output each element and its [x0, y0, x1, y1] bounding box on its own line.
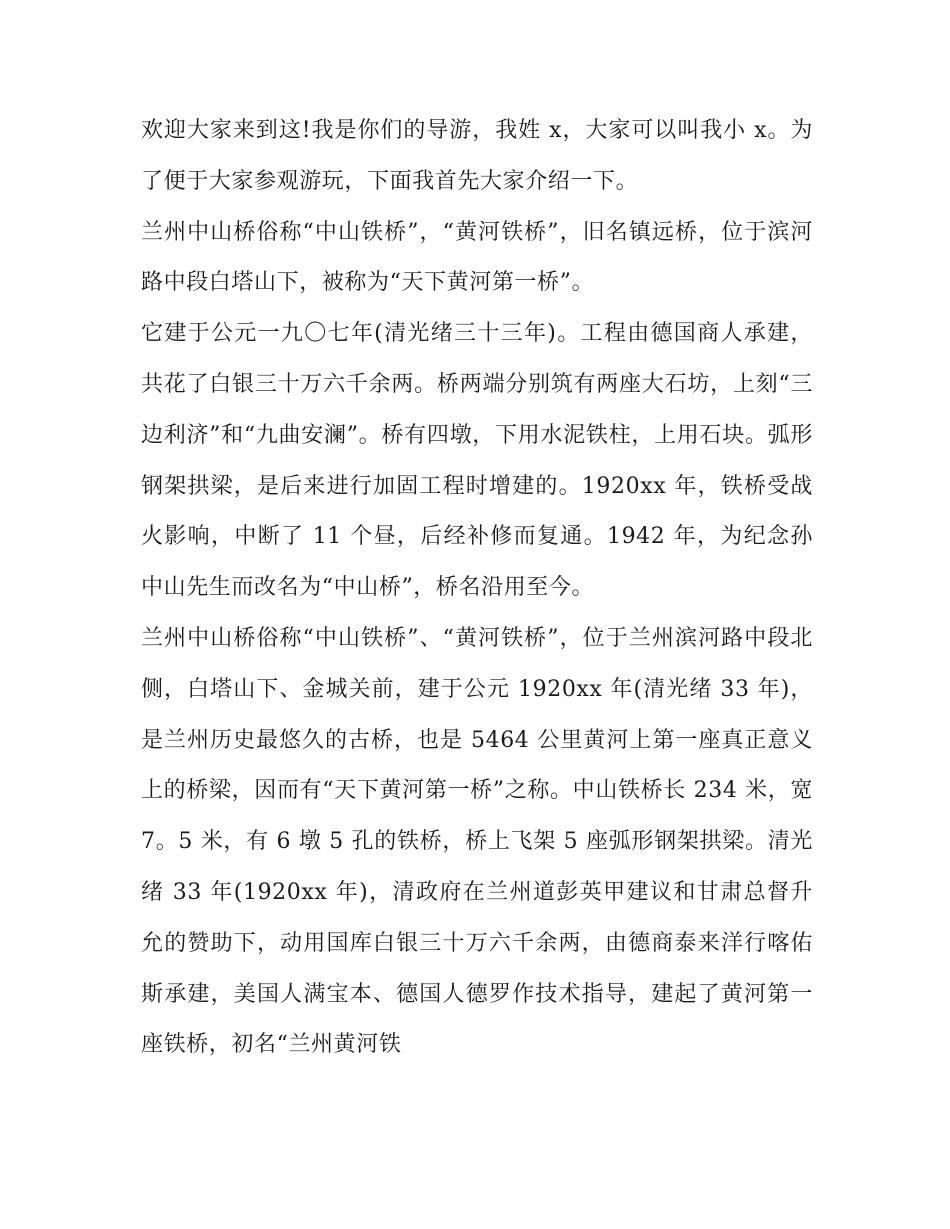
paragraph-bridge-details: 兰州中山桥俗称“中山铁桥”、“黄河铁桥”，位于兰州滨河路中段北侧，白塔山下、金城关前，建于公元 1920xx 年(清光绪 33 年)，是兰州历史最悠久的古桥，也是 5464 公里黄河上第一座真正意义上的桥梁，因而有“天下黄河第一桥”之称。中山铁桥长 234 米，宽 7。5 米，有 6 墩 5 孔的铁桥，桥上飞架 5 座弧形钢架拱梁。清光绪 33 年(1920xx 年)，清政府在兰州道彭英甲建议和甘肃总督升允的赞助下，动用国库白银三十万六千余两，由德商泰来洋行喀佑斯承建，美国人满宝本、德国人德罗作技术指导，建起了黄河第一座铁桥，初名“兰州黄河铁: [141, 625, 813, 1058]
paragraph-greeting: 欢迎大家来到这!我是你们的导游，我姓 x，大家可以叫我小 x。为了便于大家参观游玩，下面我首先大家介绍一下。: [141, 118, 813, 194]
paragraph-bridge-history: 它建于公元一九〇七年(清光绪三十三年)。工程由德国商人承建，共花了白银三十万六千余两。桥两端分别筑有两座大石坊，上刻“三边利济”和“九曲安澜”。桥有四墩，下用水泥铁柱，上用石块。弧形钢架拱梁，是后来进行加固工程时增建的。1920xx 年，铁桥受战火影响，中断了 11 个昼，后经补修而复通。1942 年，为纪念孙中山先生而改名为“中山桥”，桥名沿用至今。: [141, 321, 813, 601]
document-page: [141, 106, 813, 1071]
paragraph-bridge-names: 兰州中山桥俗称“中山铁桥”，“黄河铁桥”，旧名镇远桥，位于滨河路中段白塔山下，被称为“天下黄河第一桥”。: [141, 219, 813, 296]
